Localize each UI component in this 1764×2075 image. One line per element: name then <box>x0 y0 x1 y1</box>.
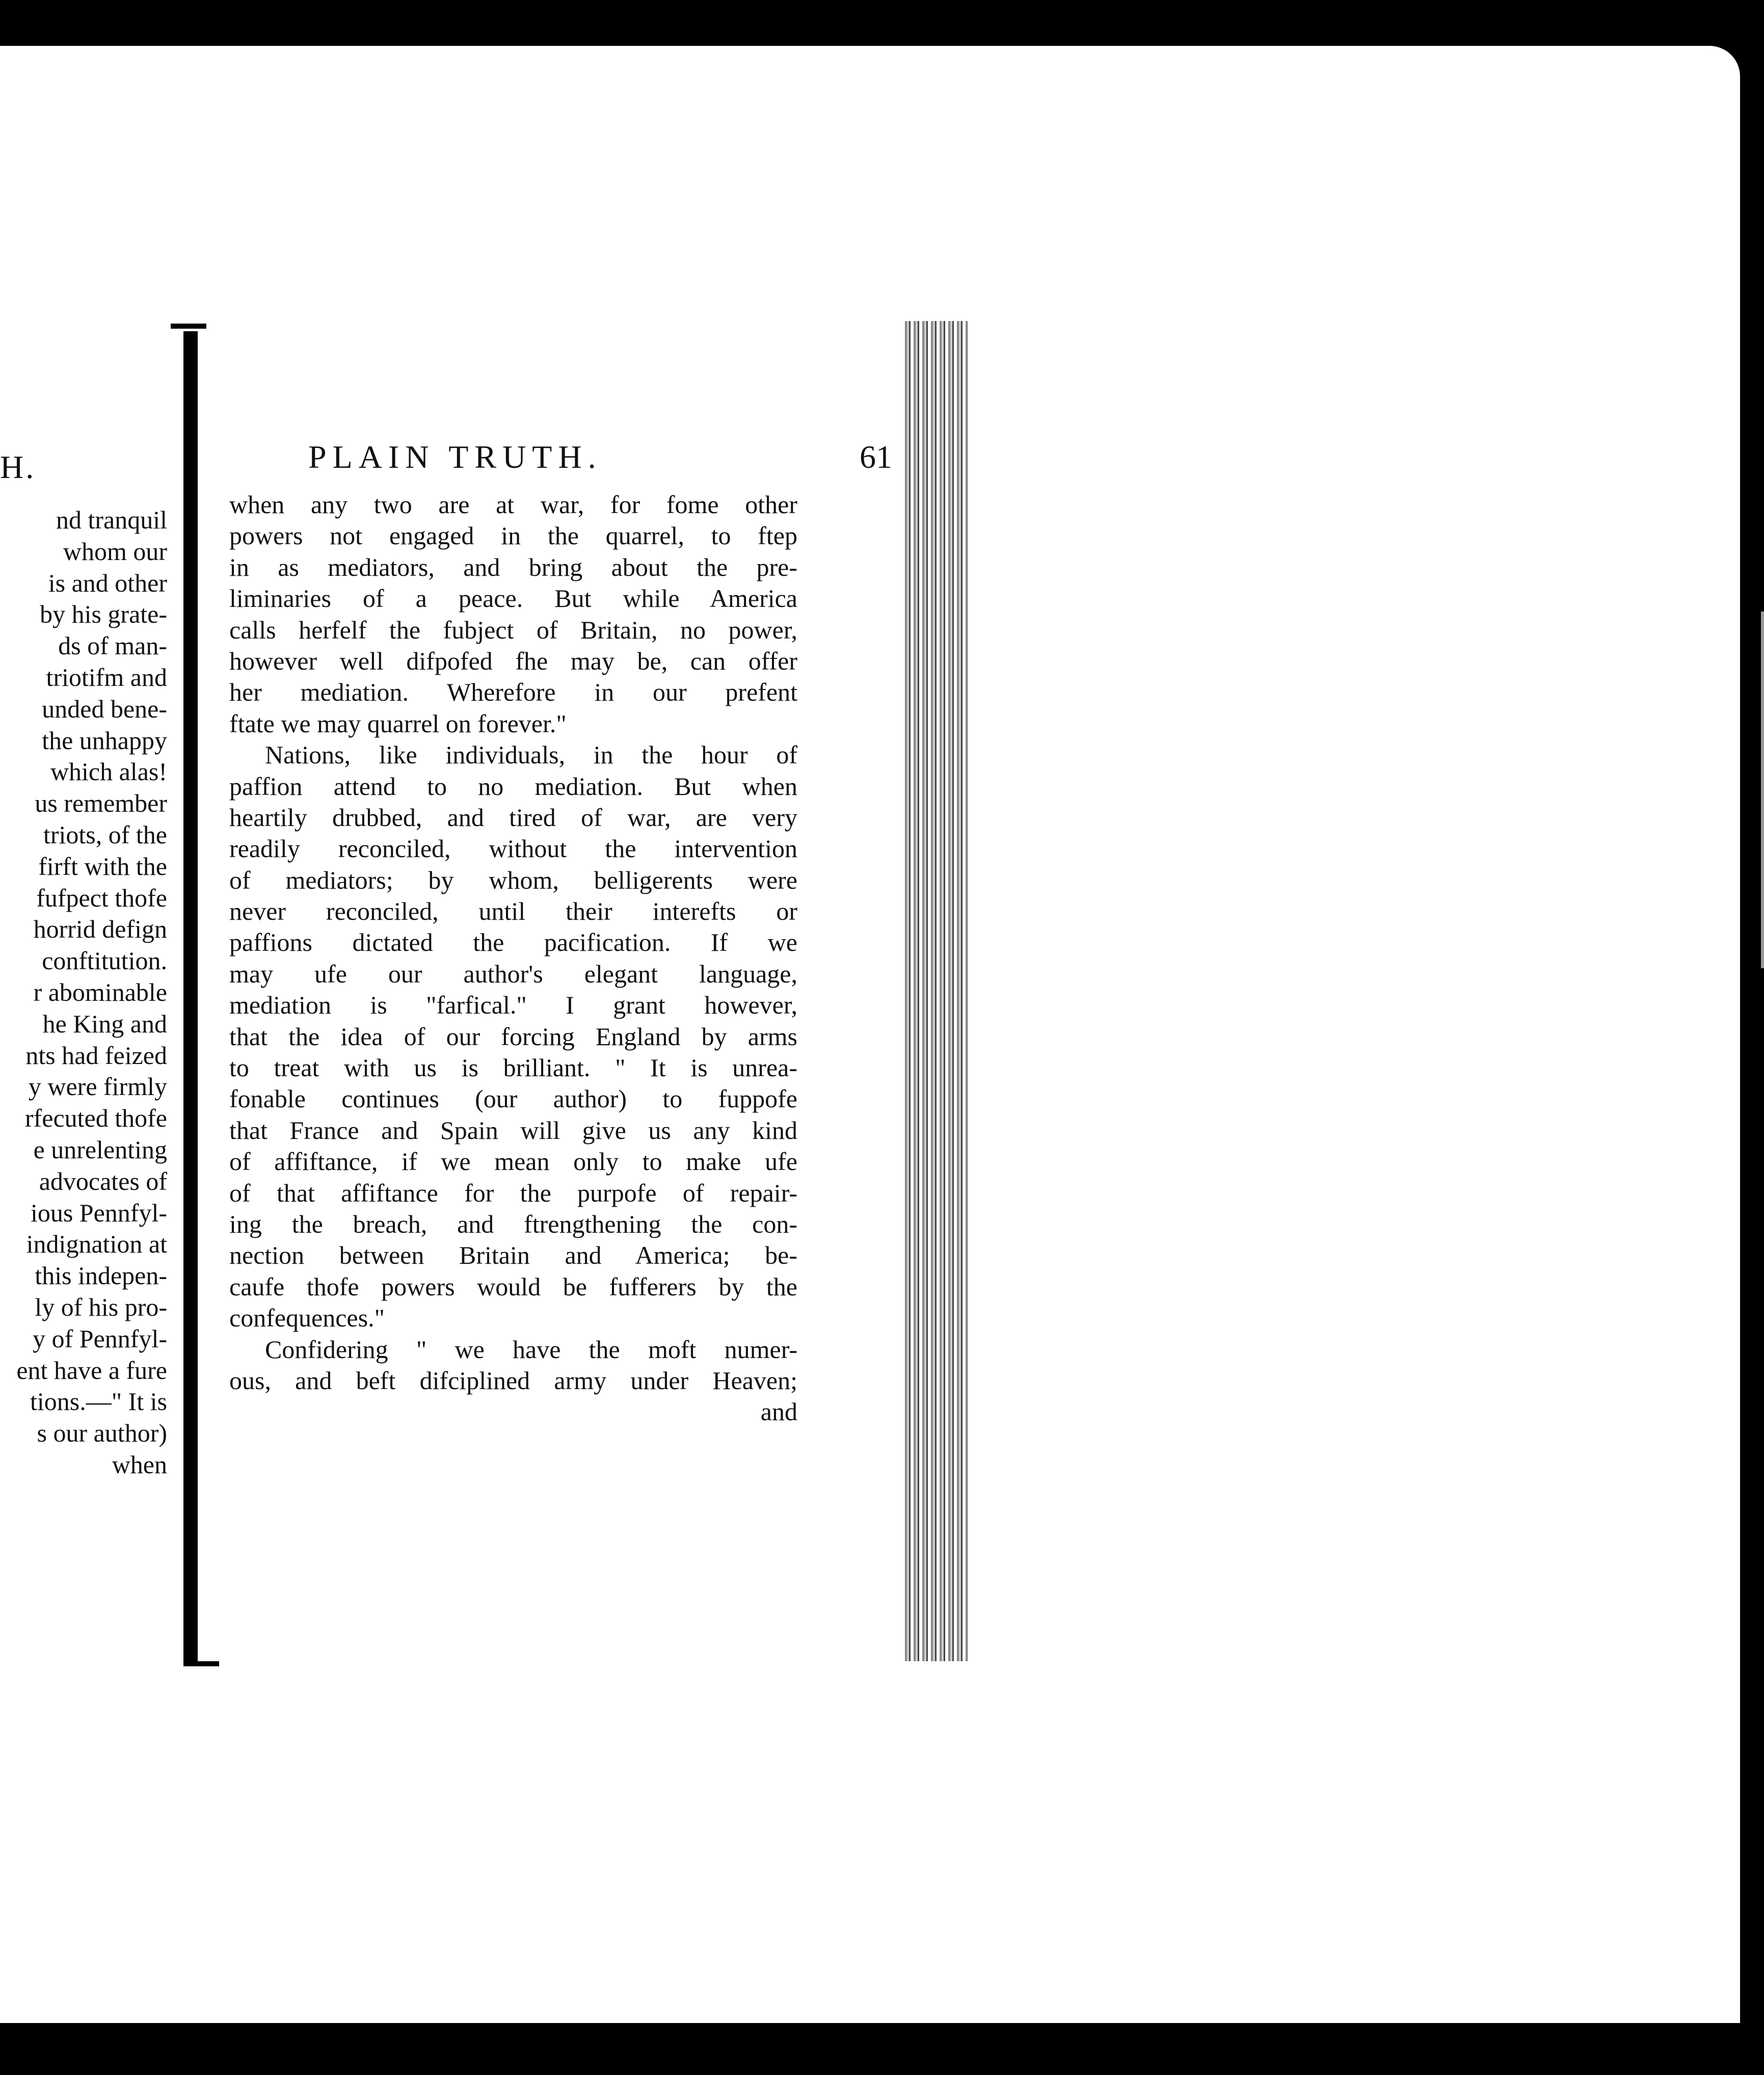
text-line: however well difpofed fhe may be, can offer <box>229 646 797 675</box>
text-line: ly of his pro- <box>35 1292 167 1321</box>
text-line: her mediation. Wherefore in our prefent <box>229 678 797 707</box>
left-page-header: H. <box>0 449 36 485</box>
text-line: s our author) <box>37 1419 167 1448</box>
text-line: he King and <box>42 1009 167 1038</box>
text-line: of affiftance, if we mean only to make ufe <box>229 1147 797 1176</box>
text-line: confequences." <box>229 1303 385 1333</box>
text-line: triots, of the <box>43 820 167 849</box>
text-line: triotifm and <box>46 662 167 691</box>
text-line: rfecuted thofe <box>24 1104 167 1133</box>
text-line: ous, and beft difciplined army under Heaven; <box>229 1366 797 1395</box>
text-line: by his grate- <box>40 600 167 629</box>
text-line: calls herfelf the fubject of Britain, no power, <box>229 615 797 644</box>
text-line: when <box>112 1450 167 1479</box>
gutter-tick <box>189 1661 219 1666</box>
text-line: that the idea of our forcing England by arms <box>229 1022 797 1051</box>
text-line: paffion attend to no mediation. But when <box>229 772 797 801</box>
text-line: tions.—" It is <box>30 1387 167 1416</box>
text-line: paffions dictated the pacification. If we <box>229 928 797 957</box>
text-line: heartily drubbed, and tired of war, are very <box>229 803 797 832</box>
text-line: is and other <box>48 568 167 597</box>
text-line: liminaries of a peace. But while America <box>229 584 797 613</box>
text-line: advocates of <box>39 1166 167 1195</box>
text-line: conftitution. <box>42 946 167 975</box>
text-line: ent have a fure <box>16 1355 167 1385</box>
text-line: fufpect thofe <box>36 883 167 912</box>
text-line: y of Pennfyl- <box>33 1324 167 1353</box>
text-line: horrid defign <box>33 915 167 944</box>
running-head <box>308 438 894 479</box>
text-line: nection between Britain and America; be- <box>229 1241 797 1270</box>
catchword: and <box>760 1397 797 1426</box>
text-line: nd tranquil <box>56 506 167 534</box>
text-line: may ufe our author's elegant language, <box>229 959 797 988</box>
text-line: of that affiftance for the purpofe of repair- <box>229 1178 797 1207</box>
text-line: fonable continues (our author) to fuppofe <box>229 1084 797 1113</box>
page-body-text <box>229 489 797 1428</box>
text-line: whom our <box>63 537 167 566</box>
text-line: us remember <box>35 789 167 818</box>
text-line: that France and Spain will give us any kind <box>229 1115 797 1145</box>
text-line: the unhappy <box>42 726 167 755</box>
main-page <box>204 321 907 1661</box>
text-line: r abominable <box>33 977 167 1006</box>
text-line: ious Pennfyl- <box>30 1198 167 1227</box>
text-line: which alas! <box>50 757 167 786</box>
text-line: Nations, like individuals, in the hour of <box>265 740 797 769</box>
text-line: readily reconciled, without the intervention <box>229 834 797 863</box>
gutter-tick <box>171 324 206 329</box>
left-facing-page <box>0 443 168 1503</box>
text-line: never reconciled, until their interefts or <box>229 897 797 926</box>
text-line: ing the breach, and ftrengthening the con- <box>229 1209 797 1238</box>
text-line: this indepen- <box>35 1261 167 1290</box>
text-line: y were firmly <box>28 1072 167 1101</box>
text-line: unded bene- <box>42 694 167 723</box>
text-line: powers not engaged in the quarrel, to ftep <box>229 521 797 550</box>
text-line: e unrelenting <box>33 1135 167 1164</box>
text-line: to treat with us is brilliant. " It is unrea- <box>229 1053 797 1082</box>
text-line: indignation at <box>26 1230 167 1259</box>
text-line: in as mediators, and bring about the pre- <box>229 552 797 581</box>
page-number: 61 <box>860 439 892 475</box>
page-edges <box>902 321 968 1661</box>
book-gutter <box>183 331 198 1666</box>
text-line: of mediators; by whom, belligerents were <box>229 865 797 894</box>
running-title: PLAIN TRUTH. <box>308 439 602 475</box>
text-line: nts had feized <box>25 1041 167 1070</box>
left-page-text <box>0 504 167 1481</box>
text-line: when any two are at war, for fome other <box>229 490 797 519</box>
scan-edge-mark <box>1761 611 1764 968</box>
text-line: mediation is "farfical." I grant however, <box>229 991 797 1020</box>
text-line: ftate we may quarrel on forever." <box>229 709 567 738</box>
text-line: caufe thofe powers would be fufferers by the <box>229 1272 797 1301</box>
text-line: ds of man- <box>58 631 167 660</box>
text-line: firft with the <box>38 852 167 881</box>
text-line: Confidering " we have the moft numer- <box>265 1335 797 1364</box>
